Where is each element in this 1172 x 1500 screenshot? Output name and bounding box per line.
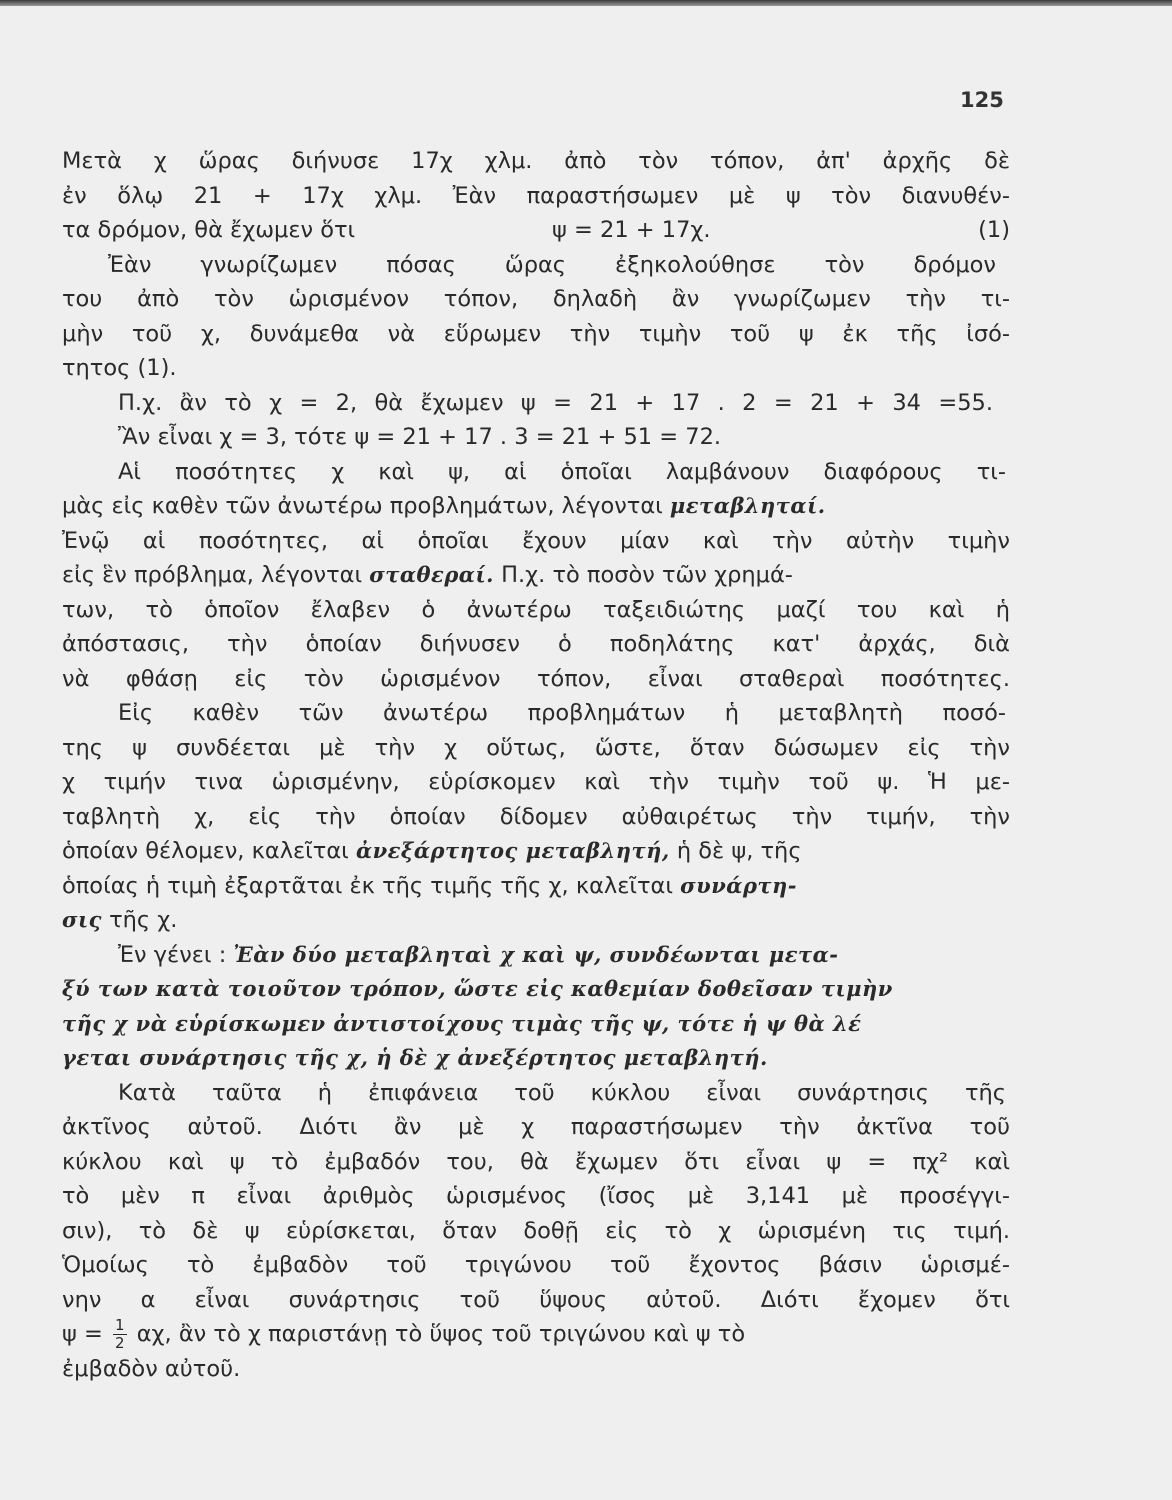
definition-line: τῆς χ νὰ εὑρίσκωμεν ἀντιστοίχους τιμὰς τῆς ψ, τότε ἡ ψ θὰ λέ: [62, 1010, 862, 1036]
text-fragment: Ἐν γένει :: [118, 941, 227, 968]
text-fragment: ἡ δὲ ψ, τῆς: [676, 838, 802, 864]
text-fragment: ὁποίαν θέλομεν, καλεῖται: [62, 838, 349, 864]
text-line-fraction: [62, 1317, 1010, 1352]
emphasis-term: σταθεραί.: [369, 562, 494, 587]
definition-line: γεται συνάρτησις τῆς χ, ἡ δὲ χ ἀνεξέρτητος μεταβλητή.: [62, 1045, 768, 1070]
page-number: 125: [960, 88, 1004, 112]
text-line-indented: Εἰς καθὲν τῶν ἀνωτέρω προβλημάτων ἡ μεταβλητὴ ποσό-: [118, 700, 1006, 726]
text-fragment: μὰς εἰς καθὲν τῶν ἀνωτέρω προβλημάτων, λέγονται: [62, 493, 663, 519]
text-line: του ἀπὸ τὸν ὡρισμένον τόπον, δηλαδὴ ἂν γνωρίζωμεν τὴν τι-: [62, 286, 1010, 312]
text-line: χ τιμήν τινα ὡρισμένην, εὑρίσκομεν καὶ τὴν τιμὴν τοῦ ψ. Ἡ με-: [62, 769, 1010, 795]
text-line: νὰ φθάσῃ εἰς τὸν ὡρισμένον τόπον, εἶναι σταθεραὶ ποσότητες.: [62, 665, 1010, 692]
text-line: Μετὰ χ ὥρας διήνυσε 17χ χλμ. ἀπὸ τὸν τόπον, ἀπ' ἀρχῆς δὲ: [62, 148, 1010, 174]
emphasis-term: σις: [62, 907, 102, 932]
equation: ψ = 21 + 17χ.: [552, 217, 711, 243]
text-line: τητος (1).: [62, 355, 177, 381]
text-line: [62, 869, 1010, 904]
text-fragment: αχ, ἂν τὸ χ παριστάνῃ τὸ ὕψος τοῦ τριγώνου καὶ ψ τὸ: [136, 1321, 746, 1347]
equation-number: (1): [978, 217, 1010, 243]
text-line: ἐν ὅλῳ 21 + 17χ χλμ. Ἐὰν παραστήσωμεν μὲ ψ τὸν διανυθέν-: [62, 182, 1010, 209]
text-line: [62, 903, 1010, 938]
text-line: ἐμβαδὸν αὐτοῦ.: [62, 1355, 241, 1382]
text-line: ἀπόστασις, τὴν ὁποίαν διήνυσεν ὁ ποδηλάτης κατ' ἀρχάς, διὰ: [62, 631, 1010, 657]
text-fragment: τῆς χ.: [109, 907, 178, 933]
text-line: [62, 558, 1010, 593]
text-line: ταβλητὴ χ, εἰς τὴν ὁποίαν δίδομεν αὐθαιρέτως τὴν τιμήν, τὴν: [62, 803, 1010, 830]
fraction: [113, 1317, 127, 1352]
fraction-numerator: 1: [115, 1317, 125, 1334]
text-line: Ἐνῷ αἱ ποσότητες, αἱ ὁποῖαι ἔχουν μίαν καὶ τὴν αὐτὴν τιμὴν: [62, 527, 1010, 554]
text-line-start: τα δρόμον, θὰ ἔχωμεν ὅτι: [62, 217, 356, 243]
text-line: Ὁμοίως τὸ ἐμβαδὸν τοῦ τριγώνου τοῦ ἔχοντος βάσιν ὡρισμέ-: [62, 1252, 1010, 1278]
text-line-indented: Αἱ ποσότητες χ καὶ ψ, αἱ ὁποῖαι λαμβάνουν διαφόρους τι-: [118, 458, 1006, 485]
text-line: νην α εἶναι συνάρτησις τοῦ ὕψους αὐτοῦ. Διότι ἔχομεν ὅτι: [62, 1286, 1010, 1313]
text-line-equation: [62, 213, 1010, 248]
text-line: τὸ μὲν π εἶναι ἀριθμὸς ὡρισμένος (ἴσος μὲ 3,141 μὲ προσέγγι-: [62, 1183, 1010, 1209]
text-fragment: εἰς ἓν πρόβλημα, λέγονται: [62, 562, 363, 588]
text-line: ἀκτῖνος αὐτοῦ. Διότι ἂν μὲ χ παραστήσωμεν τὴν ἀκτῖνα τοῦ: [62, 1114, 1010, 1140]
definition-text: Ἐὰν δύο μεταβληταὶ χ καὶ ψ, συνδέωνται μετα-: [233, 941, 839, 967]
emphasis-term: ἀνεξάρτητος μεταβλητή,: [355, 838, 670, 863]
text-line: κύκλου καὶ ψ τὸ ἐμβαδόν του, θὰ ἔχωμεν ὅτι εἶναι ψ = πχ² καὶ: [62, 1148, 1010, 1175]
definition-line: ξύ των κατὰ τοιοῦτον τρόπον, ὥστε εἰς καθεμίαν δοθεῖσαν τιμὴν: [62, 976, 893, 1001]
fraction-denominator: 2: [115, 1334, 125, 1352]
emphasis-term: μεταβληταί.: [669, 493, 826, 518]
text-line: [62, 834, 1010, 869]
text-line-indented: Ἐὰν γνωρίζωμεν πόσας ὥρας ἐξηκολούθησε τὸν δρόμον: [108, 251, 996, 278]
text-line-example: Ἂν εἶναι χ = 3, τότε ψ = 21 + 17 . 3 = 21 + 51 = 72.: [118, 424, 722, 450]
text-line: των, τὸ ὁποῖον ἔλαβεν ὁ ἀνωτέρω ταξειδιώτης μαζί του καὶ ἡ: [62, 596, 1010, 623]
text-line: μὴν τοῦ χ, δυνάμεθα νὰ εὕρωμεν τὴν τιμὴν τοῦ ψ ἐκ τῆς ἰσό-: [62, 320, 1010, 347]
definition-line: [62, 938, 1010, 973]
page-top-edge: [0, 0, 1172, 6]
document-body: [62, 144, 1010, 1386]
text-line-example: Π.χ. ἂν τὸ χ = 2, θὰ ἔχωμεν ψ = 21 + 17 . 2 = 21 + 34 =55.: [118, 389, 993, 416]
text-fragment: Π.χ. τὸ ποσὸν τῶν χρημά-: [501, 562, 793, 588]
text-line-indented: Κατὰ ταῦτα ἡ ἐπιφάνεια τοῦ κύκλου εἶναι συνάρτησις τῆς: [118, 1079, 1006, 1106]
text-line: σιν), τὸ δὲ ψ εὑρίσκεται, ὅταν δοθῇ εἰς τὸ χ ὡρισμένη τις τιμή.: [62, 1217, 1010, 1244]
text-fragment: ψ =: [62, 1321, 103, 1347]
text-line: της ψ συνδέεται μὲ τὴν χ οὕτως, ὥστε, ὅταν δώσωμεν εἰς τὴν: [62, 734, 1010, 761]
text-line: [62, 489, 1010, 524]
emphasis-term: συνάρτη-: [680, 872, 798, 898]
text-fragment: ὁποίας ἡ τιμὴ ἐξαρτᾶται ἐκ τῆς τιμῆς τῆς χ, καλεῖται: [62, 872, 673, 899]
